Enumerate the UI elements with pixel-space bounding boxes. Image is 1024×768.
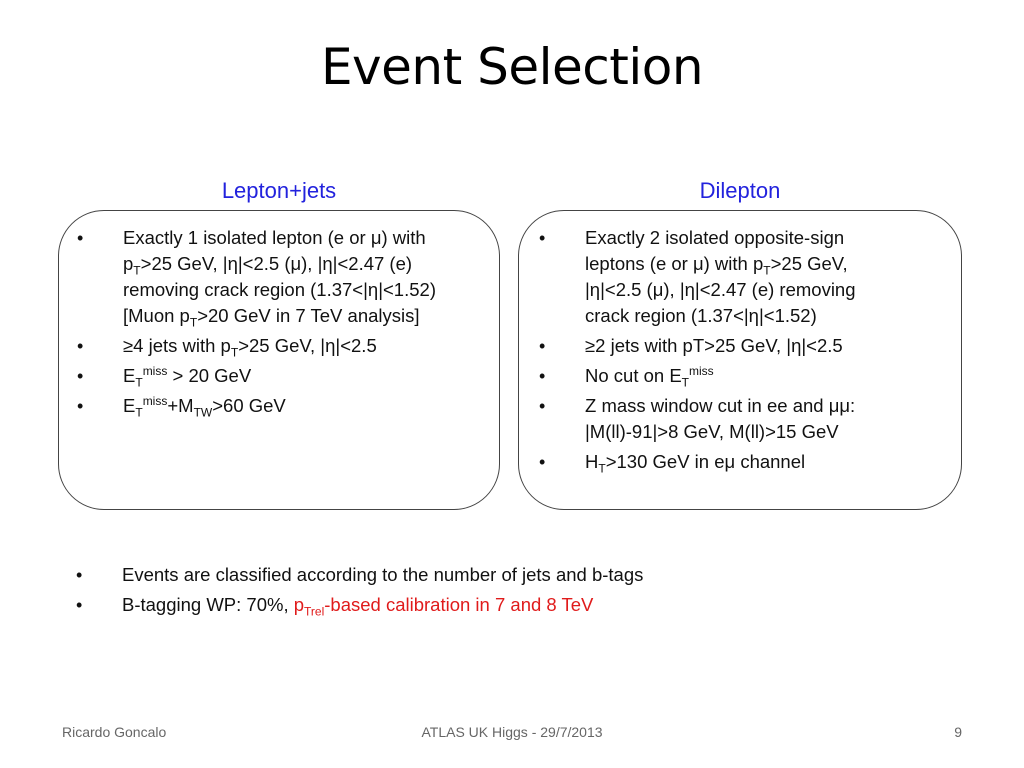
- page-number: 9: [954, 724, 962, 740]
- list-item: [527, 225, 905, 329]
- bullet-icon: •: [539, 396, 546, 416]
- lj-item1-line4: [Muon $p_T>20$ GeV in 7 TeV analysis]: [123, 305, 420, 330]
- dl-item3: No cut on $E_T^{miss}$: [585, 363, 714, 390]
- dl-item4-line2: |M(ll)-91|>8 GeV, M(ll)>15 GeV: [585, 421, 839, 442]
- list-item: [65, 393, 475, 419]
- list-item: [65, 333, 475, 359]
- summary-item1: Events are classified according to the number of jets and b-tags: [122, 564, 644, 585]
- list-item: [527, 333, 905, 359]
- dl-item1-line2: leptons (e or μ) with $p_T>25$ GeV,: [585, 253, 848, 278]
- bullet-icon: •: [77, 336, 84, 356]
- list-item: [527, 393, 905, 445]
- lepton-jets-box: [58, 210, 500, 510]
- lj-item1-line3: removing crack region (1.37<|η|<1.52): [123, 279, 436, 300]
- list-item: [527, 363, 905, 389]
- summary-list: [64, 562, 822, 622]
- list-item: [527, 449, 905, 475]
- dl-item2: ≥2 jets with pT>25 GeV, |η|<2.5: [585, 335, 843, 356]
- dl-item1-line1: Exactly 2 isolated opposite-sign: [585, 227, 845, 248]
- bullet-icon: •: [539, 452, 546, 472]
- lj-item2: ≥4 jets with $p_T>25$ GeV, |η|<2.5: [123, 335, 377, 360]
- bullet-icon: •: [539, 228, 546, 248]
- lepton-jets-heading: Lepton+jets: [221, 178, 337, 203]
- bullet-icon: •: [539, 336, 546, 356]
- dl-item5: $H_T>130$ GeV in eμ channel: [585, 451, 806, 476]
- dilepton-heading: Dilepton: [699, 178, 781, 203]
- list-item: [64, 562, 822, 588]
- dilepton-box: [518, 210, 962, 510]
- footer-author: Ricardo Goncalo: [62, 724, 167, 740]
- dl-item4-line1: Z mass window cut in ee and μμ:: [585, 395, 856, 416]
- bullet-icon: •: [77, 396, 84, 416]
- bullet-icon: •: [77, 228, 84, 248]
- list-item: [65, 363, 475, 389]
- summary-item2: B-tagging WP: 70%, $p_{Trel}$-based calibration in 7 and 8 TeV: [122, 594, 594, 619]
- bullet-icon: •: [76, 565, 83, 585]
- bullet-icon: •: [77, 366, 84, 386]
- list-item: [65, 225, 475, 329]
- lj-item4: $E_T^{miss}+M_{TW}>60$ GeV: [123, 393, 286, 420]
- calibration-highlight: $p_{Trel}$-based calibration in 7 and 8 TeV: [293, 594, 594, 619]
- lj-item1-line1: Exactly 1 isolated lepton (e or μ) with: [123, 227, 426, 248]
- bullet-icon: •: [76, 595, 83, 615]
- lepton-jets-list: [65, 225, 475, 423]
- slide-title: Event Selection: [320, 38, 704, 96]
- lj-item3: $E_T^{miss} > 20$ GeV: [123, 363, 252, 390]
- dl-item1-line3: |η|<2.5 (μ), |η|<2.47 (e) removing: [585, 279, 856, 300]
- dl-item1-line4: crack region (1.37<|η|<1.52): [585, 305, 817, 326]
- dilepton-list: [527, 225, 905, 479]
- footer-event: ATLAS UK Higgs - 29/7/2013: [421, 724, 603, 740]
- bullet-icon: •: [539, 366, 546, 386]
- list-item: [64, 592, 822, 618]
- lj-item1-line2: $p_T>25$ GeV, |η|<2.5 (μ), |η|<2.47 (e): [123, 253, 413, 278]
